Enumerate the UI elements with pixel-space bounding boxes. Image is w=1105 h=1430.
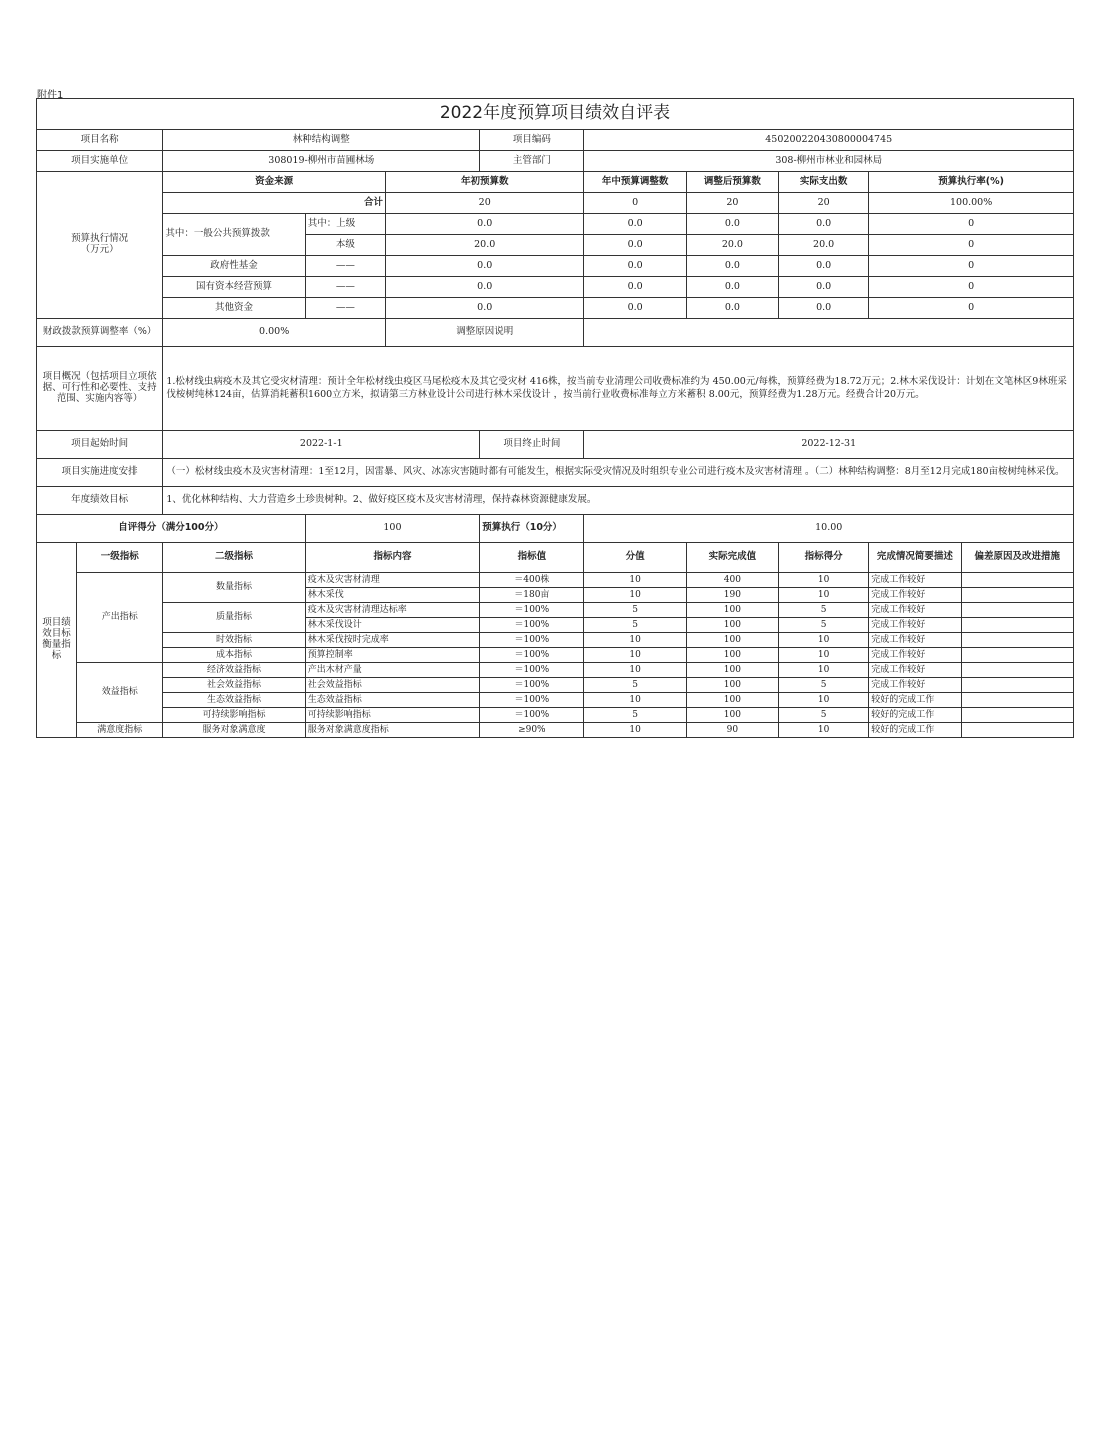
indicator-target: ＝180亩	[480, 588, 584, 603]
indicator-actual: 100	[686, 648, 778, 663]
goal-text: 1、优化林种结构、大力营造乡土珍贵树种。2、做好疫区疫木及灾害材清理，保持森林资源健康发展。	[163, 487, 1074, 515]
budget-cell: 0.0	[686, 298, 778, 319]
indicator-content: 疫木及灾害材清理	[305, 573, 479, 588]
indicator-side-label: 项目绩效目标衡量指标	[37, 543, 77, 738]
start-date: 2022-1-1	[163, 431, 480, 459]
budget-cell: 20	[779, 193, 869, 214]
indicator-weight: 5	[584, 708, 686, 723]
adjust-reason-label: 调整原因说明	[385, 319, 584, 347]
dept: 308-柳州市林业和园林局	[584, 151, 1074, 172]
eco-indicator-label: 生态效益指标	[163, 693, 305, 708]
indicator-note	[961, 603, 1074, 618]
indicator-target: ＝100%	[480, 633, 584, 648]
budget-cell: 0.0	[584, 214, 686, 235]
indicator-desc: 较好的完成工作	[869, 693, 961, 708]
indicator-target: ＝100%	[480, 663, 584, 678]
indicator-score: 10	[779, 723, 869, 738]
indicator-weight: 10	[584, 693, 686, 708]
budget-cell: 0	[869, 235, 1074, 256]
table-title: 2022年度预算项目绩效自评表	[37, 99, 1074, 130]
indicator-target: ≥90%	[480, 723, 584, 738]
satisfaction-indicator-label: 满意度指标	[77, 723, 163, 738]
budget-cell: 0	[869, 277, 1074, 298]
indicator-weight: 10	[584, 588, 686, 603]
end-date-label: 项目终止时间	[480, 431, 584, 459]
indicator-weight: 5	[584, 618, 686, 633]
annex-label: 附件1	[37, 90, 64, 101]
project-name: 林种结构调整	[163, 130, 480, 151]
indicator-note	[961, 663, 1074, 678]
indicator-weight: 10	[584, 723, 686, 738]
indicator-weight: 10	[584, 573, 686, 588]
timeliness-indicator-label: 时效指标	[163, 633, 305, 648]
indicator-actual: 100	[686, 633, 778, 648]
indicator-note	[961, 693, 1074, 708]
schedule-label: 项目实施进度安排	[37, 459, 163, 487]
indicator-actual: 90	[686, 723, 778, 738]
indicator-note	[961, 633, 1074, 648]
indicator-score: 5	[779, 618, 869, 633]
budget-cell: 0.0	[779, 256, 869, 277]
indicator-weight: 5	[584, 678, 686, 693]
indicator-score: 10	[779, 633, 869, 648]
indicator-content: 服务对象满意度指标	[305, 723, 479, 738]
indicator-score: 5	[779, 603, 869, 618]
indicator-actual: 100	[686, 693, 778, 708]
budget-cell: 20	[686, 193, 778, 214]
budget-cell: 0.0	[686, 214, 778, 235]
indicator-note	[961, 708, 1074, 723]
indicator-score: 10	[779, 573, 869, 588]
budget-cell: 0.0	[584, 235, 686, 256]
indicator-weight: 10	[584, 648, 686, 663]
indicator-desc: 完成工作较好	[869, 573, 961, 588]
dept-label: 主管部门	[480, 151, 584, 172]
budget-cell: 0.0	[686, 277, 778, 298]
exec-score-label: 预算执行（10分）	[480, 515, 584, 543]
budget-total-label: 合计	[163, 193, 386, 214]
indicator-target: ＝100%	[480, 618, 584, 633]
budget-cell: 0	[869, 256, 1074, 277]
indicator-note	[961, 723, 1074, 738]
ind-header-desc: 完成情况简要描述	[869, 543, 961, 573]
indicator-desc: 完成工作较好	[869, 648, 961, 663]
indicator-desc: 完成工作较好	[869, 588, 961, 603]
budget-cell: 0.0	[686, 256, 778, 277]
ind-header-note: 偏差原因及改进措施	[961, 543, 1074, 573]
budget-cell: 0.0	[779, 277, 869, 298]
indicator-target: ＝100%	[480, 603, 584, 618]
ind-header-content: 指标内容	[305, 543, 479, 573]
budget-cell: 0	[869, 214, 1074, 235]
budget-cell: 0.0	[779, 214, 869, 235]
indicator-actual: 100	[686, 603, 778, 618]
budget-dash: ——	[305, 277, 385, 298]
indicator-note	[961, 573, 1074, 588]
budget-local-label: 本级	[305, 235, 385, 256]
budget-header-adjust: 年中预算调整数	[584, 172, 686, 193]
indicator-desc: 较好的完成工作	[869, 708, 961, 723]
indicator-weight: 10	[584, 633, 686, 648]
quantity-indicator-label: 数量指标	[163, 573, 305, 603]
budget-cell: 0.0	[385, 277, 584, 298]
ind-header-target: 指标值	[480, 543, 584, 573]
indicator-score: 10	[779, 648, 869, 663]
indicator-weight: 5	[584, 603, 686, 618]
budget-cell: 0.0	[779, 298, 869, 319]
ind-header-weight: 分值	[584, 543, 686, 573]
budget-state-capital-label: 国有资本经营预算	[163, 277, 305, 298]
indicator-note	[961, 648, 1074, 663]
overview-label: 项目概况（包括项目立项依据、可行性和必要性、支持范围、实施内容等）	[37, 347, 163, 431]
budget-cell: 0.0	[385, 214, 584, 235]
budget-upper-label: 其中：上级	[305, 214, 385, 235]
project-name-label: 项目名称	[37, 130, 163, 151]
output-indicator-label: 产出指标	[77, 573, 163, 663]
budget-cell: 0.0	[584, 256, 686, 277]
budget-cell: 0	[869, 298, 1074, 319]
indicator-target: ＝100%	[480, 648, 584, 663]
indicator-content: 社会效益指标	[305, 678, 479, 693]
schedule-text: （一）松材线虫疫木及灾害材清理：1至12月，因雷暴、风灾、冰冻灾害随时都有可能发生，根据实际受灾情况及时组织专业公司进行疫木及灾害材清理 。（二）林种结构调整：8月至12月完成180亩桉树纯林采伐。	[163, 459, 1074, 487]
end-date: 2022-12-31	[584, 431, 1074, 459]
indicator-score: 10	[779, 588, 869, 603]
start-date-label: 项目起始时间	[37, 431, 163, 459]
budget-cell: 0.0	[584, 298, 686, 319]
indicator-content: 生态效益指标	[305, 693, 479, 708]
indicator-desc: 完成工作较好	[869, 663, 961, 678]
indicator-content: 疫木及灾害材清理达标率	[305, 603, 479, 618]
indicator-actual: 100	[686, 618, 778, 633]
budget-header-actual: 实际支出数	[779, 172, 869, 193]
goal-label: 年度绩效目标	[37, 487, 163, 515]
budget-header-initial: 年初预算数	[385, 172, 584, 193]
indicator-note	[961, 678, 1074, 693]
indicator-content: 林木采伐	[305, 588, 479, 603]
ind-header-l1: 一级指标	[77, 543, 163, 573]
unit-label: 项目实施单位	[37, 151, 163, 172]
budget-cell: 20.0	[686, 235, 778, 256]
indicator-desc: 完成工作较好	[869, 603, 961, 618]
budget-dash: ——	[305, 256, 385, 277]
indicator-score: 5	[779, 678, 869, 693]
exec-score: 10.00	[584, 515, 1074, 543]
indicator-desc: 完成工作较好	[869, 618, 961, 633]
project-code-label: 项目编码	[480, 130, 584, 151]
indicator-target: ＝400株	[480, 573, 584, 588]
indicator-content: 预算控制率	[305, 648, 479, 663]
budget-header-rate: 预算执行率(%)	[869, 172, 1074, 193]
indicator-content: 林木采伐按时完成率	[305, 633, 479, 648]
ind-header-l2: 二级指标	[163, 543, 305, 573]
indicator-content: 林木采伐设计	[305, 618, 479, 633]
indicator-content: 产出木材产量	[305, 663, 479, 678]
indicator-score: 10	[779, 693, 869, 708]
budget-header-adjusted: 调整后预算数	[686, 172, 778, 193]
budget-cell: 0.0	[385, 256, 584, 277]
service-satisfaction-label: 服务对象满意度	[163, 723, 305, 738]
unit: 308019-柳州市苗圃林场	[163, 151, 480, 172]
cost-indicator-label: 成本指标	[163, 648, 305, 663]
quality-indicator-label: 质量指标	[163, 603, 305, 633]
benefit-indicator-label: 效益指标	[77, 663, 163, 723]
economic-indicator-label: 经济效益指标	[163, 663, 305, 678]
indicator-target: ＝100%	[480, 678, 584, 693]
indicator-actual: 100	[686, 678, 778, 693]
indicator-content: 可持续影响指标	[305, 708, 479, 723]
indicator-weight: 10	[584, 663, 686, 678]
budget-cell: 20.0	[385, 235, 584, 256]
indicator-note	[961, 588, 1074, 603]
indicator-desc: 较好的完成工作	[869, 723, 961, 738]
self-score-label: 自评得分（满分100分）	[37, 515, 306, 543]
indicator-score: 5	[779, 708, 869, 723]
self-score: 100	[305, 515, 479, 543]
budget-cell: 0.0	[385, 298, 584, 319]
indicator-desc: 完成工作较好	[869, 678, 961, 693]
budget-other-label: 其他资金	[163, 298, 305, 319]
indicator-desc: 完成工作较好	[869, 633, 961, 648]
budget-cell: 100.00%	[869, 193, 1074, 214]
budget-header-source: 资金来源	[163, 172, 386, 193]
budget-cell: 20.0	[779, 235, 869, 256]
indicator-actual: 100	[686, 708, 778, 723]
budget-section-label: 预算执行情况 （万元）	[37, 172, 163, 319]
ind-header-actual: 实际完成值	[686, 543, 778, 573]
indicator-actual: 400	[686, 573, 778, 588]
adjust-reason	[584, 319, 1074, 347]
indicator-target: ＝100%	[480, 693, 584, 708]
indicator-target: ＝100%	[480, 708, 584, 723]
indicator-score: 10	[779, 663, 869, 678]
ind-header-score: 指标得分	[779, 543, 869, 573]
indicator-actual: 190	[686, 588, 778, 603]
project-code: 450200220430800004745	[584, 130, 1074, 151]
budget-fund-label: 政府性基金	[163, 256, 305, 277]
social-indicator-label: 社会效益指标	[163, 678, 305, 693]
general-budget-label: 其中：一般公共预算拨款	[163, 214, 305, 256]
adjust-rate-label: 财政拨款预算调整率（%）	[37, 319, 163, 347]
overview-text: 1.松材线虫病疫木及其它受灾材清理：预计全年松材线虫疫区马尾松疫木及其它受灾材 416株，按当前专业清理公司收费标准约为 450.00元/每株，预算经费为18.72万元；2.林木采伐设计：计划在文笔林区9林班采伐桉树纯林124亩，估算消耗蓄积1600立方米，拟请第三方林业设计公司进行林木采伐设计 ，按当前行业收费标准每立方米蓄积 8.00元，预算经费为1.28万元。经费合计20万元。	[163, 347, 1074, 431]
budget-cell: 0	[584, 193, 686, 214]
budget-dash: ——	[305, 298, 385, 319]
sustainable-indicator-label: 可持续影响指标	[163, 708, 305, 723]
indicator-actual: 100	[686, 663, 778, 678]
budget-cell: 20	[385, 193, 584, 214]
indicator-note	[961, 618, 1074, 633]
adjust-rate-value: 0.00%	[163, 319, 386, 347]
performance-table	[36, 98, 1074, 738]
budget-cell: 0.0	[584, 277, 686, 298]
